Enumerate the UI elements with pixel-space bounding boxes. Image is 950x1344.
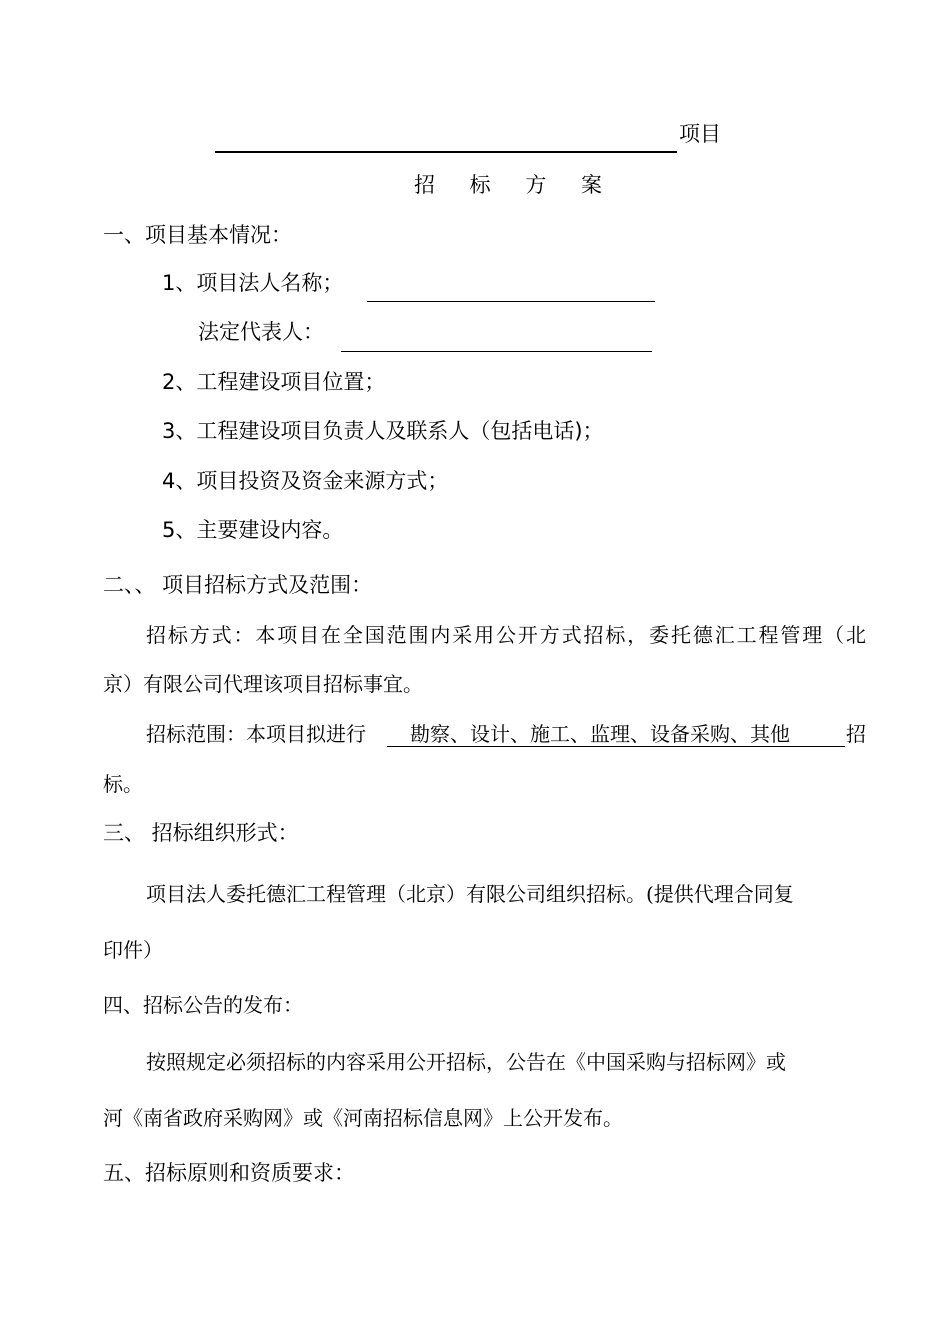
scope-underline xyxy=(387,746,845,747)
project-name-blank-line xyxy=(215,151,677,153)
section1-item2: 2、工程建设项目位置； xyxy=(162,370,386,394)
section4-line2: 河《南省政府采购网》或《河南招标信息网》上公开发布。 xyxy=(103,1106,623,1130)
section3-heading: 三、 招标组织形式： xyxy=(103,821,299,845)
section2-method-line2: 京）有限公司代理该项目招标事宜。 xyxy=(103,672,423,696)
section2-scope-line2: 标。 xyxy=(103,772,143,796)
section1-item1-label: 1、项目法人名称； xyxy=(162,271,344,295)
section1-item5: 5、主要建设内容。 xyxy=(162,518,344,542)
section1-heading: 一、项目基本情况： xyxy=(103,223,292,247)
legal-representative-blank-line xyxy=(341,351,652,352)
section1-item1-sub-label: 法定代表人： xyxy=(198,320,324,344)
section2-scope-prefix: 招标范围：本项目拟进行 xyxy=(146,722,366,746)
section1-item4: 4、项目投资及资金来源方式； xyxy=(162,469,449,493)
legal-entity-name-blank-line xyxy=(367,301,655,302)
section2-method-line1: 招标方式：本项目在全国范围内采用公开方式招标，委托德汇工程管理（北 xyxy=(146,623,866,647)
section3-line2: 印件） xyxy=(103,938,163,962)
project-suffix: 项目 xyxy=(679,122,721,146)
document-title: 招 标 方 案 xyxy=(414,173,617,197)
section2-heading: 二、、 项目招标方式及范围： xyxy=(103,573,373,597)
section4-line1: 按照规定必须招标的内容采用公开招标，公告在《中国采购与招标网》或 xyxy=(146,1050,786,1074)
section3-line1: 项目法人委托德汇工程管理（北京）有限公司组织招标。(提供代理合同复 xyxy=(146,882,794,906)
section2-scope-suffix: 招 xyxy=(846,722,866,746)
section5-heading: 五、招标原则和资质要求： xyxy=(103,1161,355,1185)
section2-scope-value: 勘察、设计、施工、监理、设备采购、其他 xyxy=(410,722,790,746)
section1-item3: 3、工程建设项目负责人及联系人（包括电话)； xyxy=(162,419,604,443)
section4-heading: 四、招标公告的发布： xyxy=(103,993,303,1017)
